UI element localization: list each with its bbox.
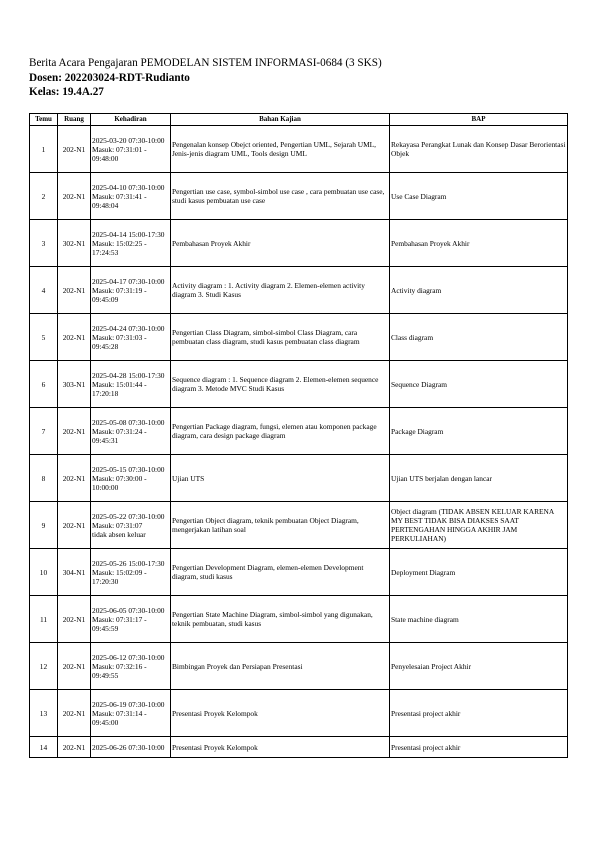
cell-bahan-kajian: Pembahasan Proyek Akhir: [171, 220, 390, 267]
cell-bahan-kajian: Bimbingan Proyek dan Persiapan Presentasi: [171, 643, 390, 690]
cell-kehadiran: 2025-04-28 15:00-17:30 Masuk: 15:01:44 - 17:20:18: [91, 361, 171, 408]
cell-bahan-kajian: Pengenalan konsep Obejct oriented, Pengertian UML, Sejarah UML, Jenis-jenis diagram UML, Tools design UML: [171, 126, 390, 173]
cell-ruang: 202-N1: [58, 455, 91, 502]
document-title: [29, 56, 382, 71]
cell-bahan-kajian: Presentasi Proyek Kelompok: [171, 690, 390, 737]
teaching-log-table: [29, 113, 568, 758]
col-header-bahan-kajian: Bahan Kajian: [171, 114, 390, 126]
cell-kehadiran: 2025-04-10 07:30-10:00 Masuk: 07:31:41 - 09:48:04: [91, 173, 171, 220]
cell-bap: State machine diagram: [390, 596, 568, 643]
cell-temu: 9: [30, 502, 58, 549]
cell-bahan-kajian: Pengertian Class Diagram, simbol-simbol Class Diagram, cara pembuatan class diagram, studi kasus pembuatan class diagram: [171, 314, 390, 361]
cell-bahan-kajian: Pengertian Package diagram, fungsi, elemen atau komponen package diagram, cara design package diagram: [171, 408, 390, 455]
table-row: [30, 220, 568, 267]
table-row: [30, 737, 568, 758]
cell-bap: Presentasi project akhir: [390, 737, 568, 758]
cell-bahan-kajian: Pengertian Object diagram, teknik pembuatan Object Diagram, mengerjakan latihan soal: [171, 502, 390, 549]
cell-temu: 8: [30, 455, 58, 502]
cell-kehadiran: 2025-04-14 15:00-17:30 Masuk: 15:02:25 - 17:24:53: [91, 220, 171, 267]
cell-temu: 1: [30, 126, 58, 173]
cell-kehadiran: 2025-03-20 07:30-10:00 Masuk: 07:31:01 - 09:48:00: [91, 126, 171, 173]
cell-ruang: 202-N1: [58, 173, 91, 220]
cell-ruang: 202-N1: [58, 643, 91, 690]
cell-bap: Activity diagram: [390, 267, 568, 314]
table-row: [30, 126, 568, 173]
cell-temu: 14: [30, 737, 58, 758]
cell-kehadiran: 2025-06-05 07:30-10:00 Masuk: 07:31:17 - 09:45:59: [91, 596, 171, 643]
table-row: [30, 361, 568, 408]
cell-ruang: 202-N1: [58, 596, 91, 643]
table-row: [30, 455, 568, 502]
table-row: [30, 173, 568, 220]
table-row: [30, 596, 568, 643]
cell-temu: 6: [30, 361, 58, 408]
title-prefix: Berita Acara Pengajaran: [29, 57, 141, 69]
table-row: [30, 408, 568, 455]
table-row: [30, 502, 568, 549]
cell-temu: 2: [30, 173, 58, 220]
cell-bap: Presentasi project akhir: [390, 690, 568, 737]
cell-bap: Package Diagram: [390, 408, 568, 455]
cell-temu: 10: [30, 549, 58, 596]
cell-bap: Rekayasa Perangkat Lunak dan Konsep Dasar Berorientasi Objek: [390, 126, 568, 173]
cell-temu: 7: [30, 408, 58, 455]
cell-bahan-kajian: Pengertian State Machine Diagram, simbol-simbol yang digunakan, teknik pembuatan, studi kasus: [171, 596, 390, 643]
cell-temu: 13: [30, 690, 58, 737]
table-row: [30, 267, 568, 314]
cell-temu: 11: [30, 596, 58, 643]
cell-bahan-kajian: Ujian UTS: [171, 455, 390, 502]
cell-ruang: 202-N1: [58, 267, 91, 314]
cell-kehadiran: 2025-04-17 07:30-10:00 Masuk: 07:31:19 - 09:45:09: [91, 267, 171, 314]
table-row: [30, 549, 568, 596]
cell-kehadiran: 2025-04-24 07:30-10:00 Masuk: 07:31:03 - 09:45:28: [91, 314, 171, 361]
cell-ruang: 202-N1: [58, 408, 91, 455]
cell-bap: Pembahasan Proyek Akhir: [390, 220, 568, 267]
cell-bap: Class diagram: [390, 314, 568, 361]
cell-ruang: 302-N1: [58, 220, 91, 267]
cell-ruang: 202-N1: [58, 314, 91, 361]
table-header-row: [30, 114, 568, 126]
document-header: [29, 56, 382, 100]
cell-ruang: 202-N1: [58, 502, 91, 549]
cell-kehadiran: 2025-06-19 07:30-10:00 Masuk: 07:31:14 - 09:45:00: [91, 690, 171, 737]
cell-bap: Use Case Diagram: [390, 173, 568, 220]
cell-kehadiran: 2025-05-15 07:30-10:00 Masuk: 07:30:00 - 10:00:00: [91, 455, 171, 502]
cell-kehadiran: 2025-06-26 07:30-10:00: [91, 737, 171, 758]
table-row: [30, 690, 568, 737]
cell-bahan-kajian: Pengertian use case, symbol-simbol use case , cara pembuatan use case, studi kasus pembuatan use case: [171, 173, 390, 220]
cell-ruang: 202-N1: [58, 126, 91, 173]
cell-bap: Sequence Diagram: [390, 361, 568, 408]
cell-kehadiran: 2025-05-22 07:30-10:00 Masuk: 07:31:07 tidak absen keluar: [91, 502, 171, 549]
cell-ruang: 304-N1: [58, 549, 91, 596]
table-row: [30, 643, 568, 690]
cell-ruang: 202-N1: [58, 737, 91, 758]
cell-bap: Deployment Diagram: [390, 549, 568, 596]
class-line: Kelas: 19.4A.27: [29, 86, 104, 98]
cell-temu: 4: [30, 267, 58, 314]
cell-bahan-kajian: Pengertian Development Diagram, elemen-elemen Development diagram, studi kasus: [171, 549, 390, 596]
cell-temu: 5: [30, 314, 58, 361]
cell-ruang: 202-N1: [58, 690, 91, 737]
cell-kehadiran: 2025-06-12 07:30-10:00 Masuk: 07:32:16 - 09:49:55: [91, 643, 171, 690]
cell-temu: 12: [30, 643, 58, 690]
col-header-ruang: Ruang: [58, 114, 91, 126]
cell-bap: Ujian UTS berjalan dengan lancar: [390, 455, 568, 502]
cell-bap: Object diagram (TIDAK ABSEN KELUAR KARENA MY BEST TIDAK BISA DIAKSES SAAT PERTENGAHAN HINGGA AKHIR JAM PERKULIAHAN): [390, 502, 568, 549]
col-header-temu: Temu: [30, 114, 58, 126]
col-header-kehadiran: Kehadiran: [91, 114, 171, 126]
course-name: PEMODELAN SISTEM INFORMASI-0684 (3 SKS): [140, 57, 382, 69]
cell-temu: 3: [30, 220, 58, 267]
cell-kehadiran: 2025-05-26 15:00-17:30 Masuk: 15:02:09 - 17:20:30: [91, 549, 171, 596]
cell-bahan-kajian: Presentasi Proyek Kelompok: [171, 737, 390, 758]
lecturer-line: Dosen: 202203024-RDT-Rudianto: [29, 71, 190, 84]
col-header-bap: BAP: [390, 114, 568, 126]
table-row: [30, 314, 568, 361]
cell-ruang: 303-N1: [58, 361, 91, 408]
cell-kehadiran: 2025-05-08 07:30-10:00 Masuk: 07:31:24 - 09:45:31: [91, 408, 171, 455]
cell-bahan-kajian: Activity diagram : 1. Activity diagram 2. Elemen-elemen activity diagram 3. Studi Kasus: [171, 267, 390, 314]
cell-bahan-kajian: Sequence diagram : 1. Sequence diagram 2. Elemen-elemen sequence diagram 3. Metode MVC Studi Kasus: [171, 361, 390, 408]
cell-bap: Penyelesaian Project Akhir: [390, 643, 568, 690]
